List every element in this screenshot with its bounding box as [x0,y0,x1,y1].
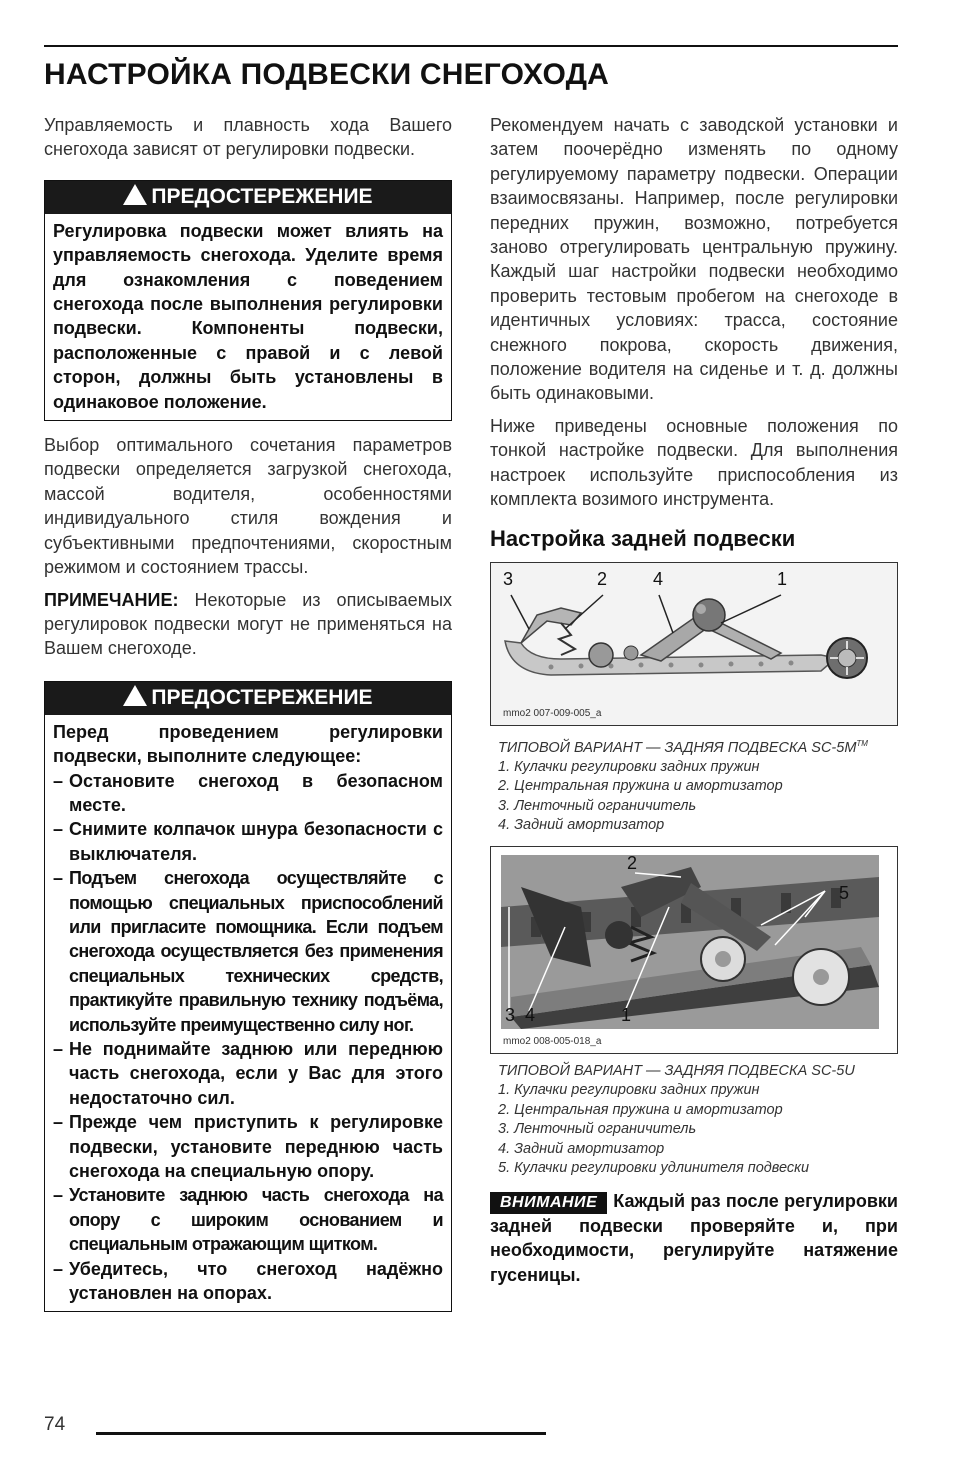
figure-sc5u [490,846,898,1054]
top-rule [44,45,898,47]
caption-title: ТИПОВОЙ ВАРИАНТ — ЗАДНЯЯ ПОДВЕСКА SC-5U [498,1062,855,1079]
parameters-paragraph: Выбор оптимального сочетания параметров подвески определяется загрузкой снегохода, массой водителя, особенностями индивидуального стиля вождения и субъективными предпочтениями, скоростным режимом и состоянием трассы. [44,435,452,578]
caption-item: 2. Центральная пружина и амортизатор [498,1101,783,1118]
note-label: ПРИМЕЧАНИЕ: [44,589,179,610]
figure-label: 2 [597,568,608,589]
warning-body-2 [45,715,451,1312]
page-title: НАСТРОЙКА ПОДВЕСКИ СНЕГОХОДА [44,58,610,91]
warning-item: – Остановите снегоход в безопасном месте. [53,770,443,815]
warning-heading-1 [45,181,451,214]
warning-item: – Подъем снегохода осуществляйте с помощью специальных приспособлений или пригласите помощника. Если подъем снегохода осуществляется без применения специальных технических средств, практикуйте правильную технику подъёма, используйте преимущественно силу ног. [53,868,443,1035]
caption-item: 1. Кулачки регулировки задних пружин [498,1082,760,1099]
warning-list [53,769,443,1306]
intro-paragraph: Управляемость и плавность хода Вашего снегохода зависят от регулировки подвески. [44,115,452,160]
bottom-rule [96,1432,546,1435]
figure-label: 4 [653,568,664,589]
figure-caption-2 [498,1062,898,1179]
suspension-sc5u-photo [491,847,897,1053]
figure-label: 4 [525,1004,536,1025]
warning-heading-2 [45,682,451,715]
left-column [44,113,452,1324]
section-title: Настройка задней подвески [490,525,796,551]
page-number: 74 [44,1414,66,1435]
caption-item: 4. Задний амортизатор [498,817,665,834]
tuning-paragraph: Ниже приведены основные положения по тонкой настройке подвески. Для выполнения настроек используйте приспособления из комплекта возимого инструмента. [490,415,898,510]
recommendation-paragraph: Рекомендуем начать с заводской установки и затем поочерёдно изменять по одному регулируемому параметру подвески. Операции взаимосвязаны. Например, после регулировки передних пружин, возможно, потребуется заново отрегулировать центральную пружину. Каждый шаг настройки подвески необходимо проверить тестовым пробегом на снегоходе в идентичных условиях: трасса, состояние снежного покрова, скорость движения, положение водителя на сиденье и т. д. должны быть одинаковыми. [490,115,898,404]
warning-triangle-icon [123,685,147,706]
attention-badge: ВНИМАНИЕ [490,1192,607,1214]
figure-code: mmo2 007-009-005_a [503,707,602,719]
figure-code: mmo2 008-005-018_a [503,1035,602,1047]
caption-item: 1. Кулачки регулировки задних пружин [498,758,760,775]
caption-title: ТИПОВОЙ ВАРИАНТ — ЗАДНЯЯ ПОДВЕСКА SC-5M™ [498,738,868,756]
figure-label: 5 [839,882,850,903]
figure-label: 2 [627,852,638,873]
warning-box-1 [44,180,452,421]
suspension-sc5m-illustration [491,563,897,725]
warning-item: – Не поднимайте заднюю или переднюю часть снегохода, если у Вас для этого недостаточно сил. [53,1039,443,1108]
attention-note [490,1189,898,1287]
figure-label: 3 [503,568,514,589]
warning-text-1: Регулировка подвески может влиять на управляемость снегохода. Уделите время для ознакомления с поведением снегохода после выполнения регулировки подвески. Компоненты подвески, расположенные с правой и с левой сторон, должны быть установлены в одинаковое положение. [53,220,443,412]
right-column [490,113,898,1287]
caption-item: 5. Кулачки регулировки удлинителя подвески [498,1160,810,1177]
caption-item: 3. Ленточный ограничитель [498,797,697,814]
warning-heading-text: ПРЕДОСТЕРЕЖЕНИЕ [151,685,373,709]
figure-label: 1 [777,568,788,589]
warning-item: – Установите заднюю часть снегохода на опору с широким основанием и специальным отражающим щитком. [53,1185,443,1255]
warning-item: – Снимите колпачок шнура безопасности с выключателя. [53,819,443,864]
warning-intro: Перед проведением регулировки подвески, выполните следующее: [53,721,443,767]
caption-item: 3. Ленточный ограничитель [498,1121,697,1138]
figure-sc5m [490,562,898,726]
warning-triangle-icon [123,184,147,205]
caption-item: 4. Задний амортизатор [498,1140,665,1157]
note-text: Некоторые из описываемых регулировок подвески могут не применяться на Вашем снегоходе. [44,589,452,659]
figure-caption-1 [498,734,898,836]
warning-heading-text: ПРЕДОСТЕРЕЖЕНИЕ [151,184,373,208]
figure-label: 1 [621,1004,632,1025]
warning-item: – Прежде чем приступить к регулировке подвески, установите переднюю часть снегохода на специальную опору. [53,1112,443,1182]
caption-item: 2. Центральная пружина и амортизатор [498,778,783,795]
attention-text: Каждый раз после регулировки задней подвески проверяйте и, при необходимости, регулируйте натяжение гусеницы. [490,1190,898,1285]
warning-box-2 [44,681,452,1313]
warning-item: – Убедитесь, что снегоход надёжно установлен на опорах. [53,1258,443,1304]
note-paragraph [44,588,452,661]
figure-label: 3 [505,1004,516,1025]
